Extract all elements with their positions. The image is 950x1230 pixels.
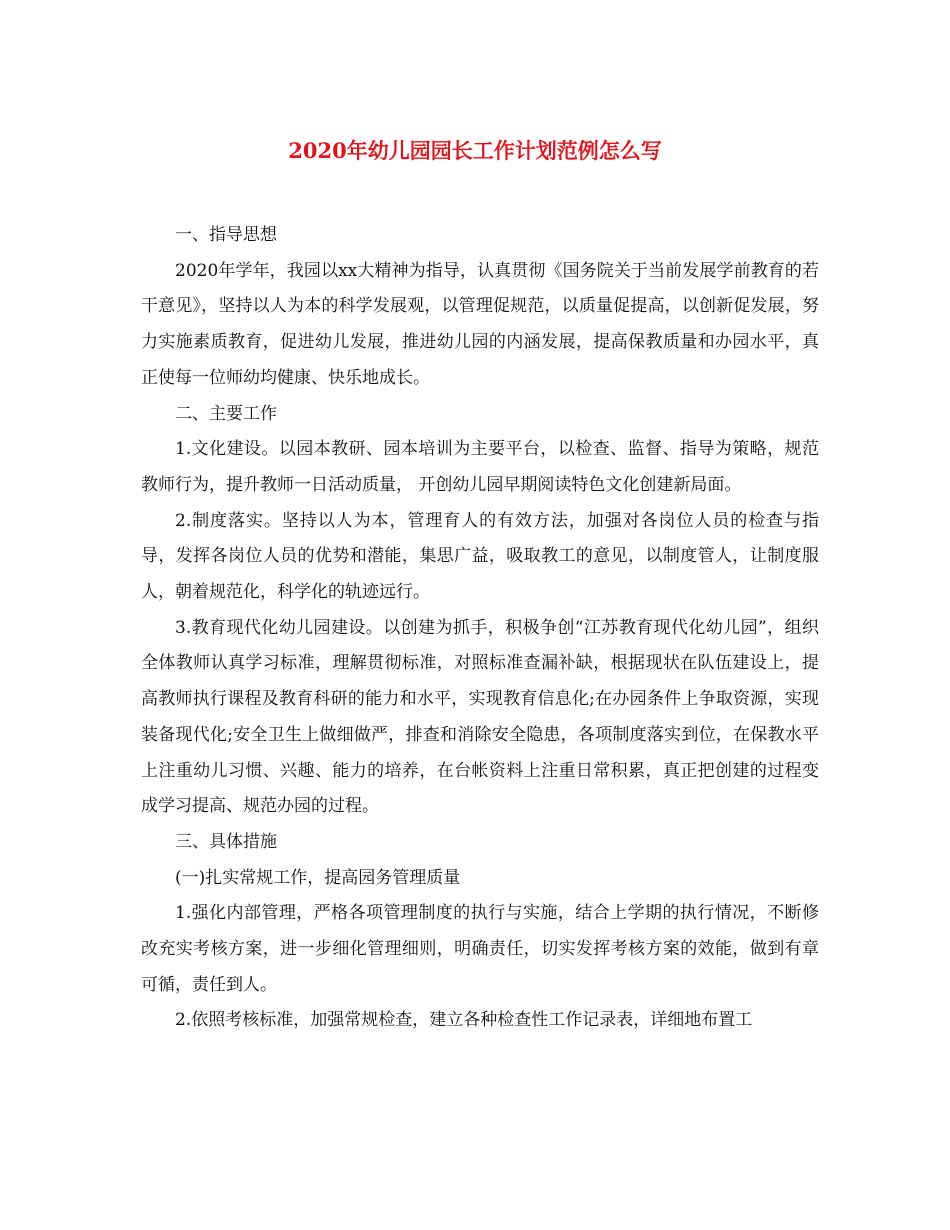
section-heading-main-work: 二、主要工作 — [175, 403, 277, 424]
paragraph: 3.教育现代化幼儿园建设。以创建为抓手，积极争创“江苏教育现代化幼儿园”，组织全体教师认真学习标准，理解贯彻标准，对照标准查漏补缺，根据现状在队伍建设上，提高教师执行课程及教育科研的能力和水平，实现教育信息化;在办园条件上争取资源，实现装备现代化;安全卫生上做细做严，排查和消除安全隐患，各项制度落实到位，在保教水平上注重幼儿习惯、兴趣、能力的培养，在台帐资料上注重日常积累，真正把创建的过程变成学习提高、规范办园的过程。 — [141, 617, 819, 817]
paragraph: 2020年学年，我园以xx大精神为指导，认真贯彻《国务院关于当前发展学前教育的若干意见》，坚持以人为本的科学发展观，以管理促规范，以质量促提高，以创新促发展，努力实施素质教育，促进幼儿发展，推进幼儿园的内涵发展，提高保教质量和办园水平，真正使每一位师幼均健康、快乐地成长。 — [141, 260, 819, 388]
paragraph: 2.制度落实。坚持以人为本，管理育人的有效方法，加强对各岗位人员的检查与指导，发挥各岗位人员的优势和潜能，集思广益，吸取教工的意见，以制度管人，让制度服人，朝着规范化，科学化的轨迹远行。 — [141, 510, 819, 603]
paragraph: 1.文化建设。以园本教研、园本培训为主要平台，以检查、监督、指导为策略，规范教师行为，提升教师一日活动质量， 开创幼儿园早期阅读特色文化创建新局面。 — [141, 439, 819, 495]
document-body — [141, 218, 819, 1039]
subsection-heading: (一)扎实常规工作，提高园务管理质量 — [175, 867, 461, 888]
section-heading-guiding-ideology: 一、指导思想 — [175, 225, 277, 245]
paragraph: 2.依照考核标准，加强常规检查，建立各种检查性工作记录表，详细地布置工 — [175, 1010, 753, 1031]
section-heading-specific-measures: 三、具体措施 — [175, 831, 277, 852]
paragraph: 1.强化内部管理，严格各项管理制度的执行与实施，结合上学期的执行情况，不断修改充实考核方案，进一步细化管理细则，明确责任，切实发挥考核方案的效能，做到有章可循，责任到人。 — [141, 903, 819, 995]
document-title: 2020年幼儿园园长工作计划范例怎么写 — [288, 138, 662, 163]
